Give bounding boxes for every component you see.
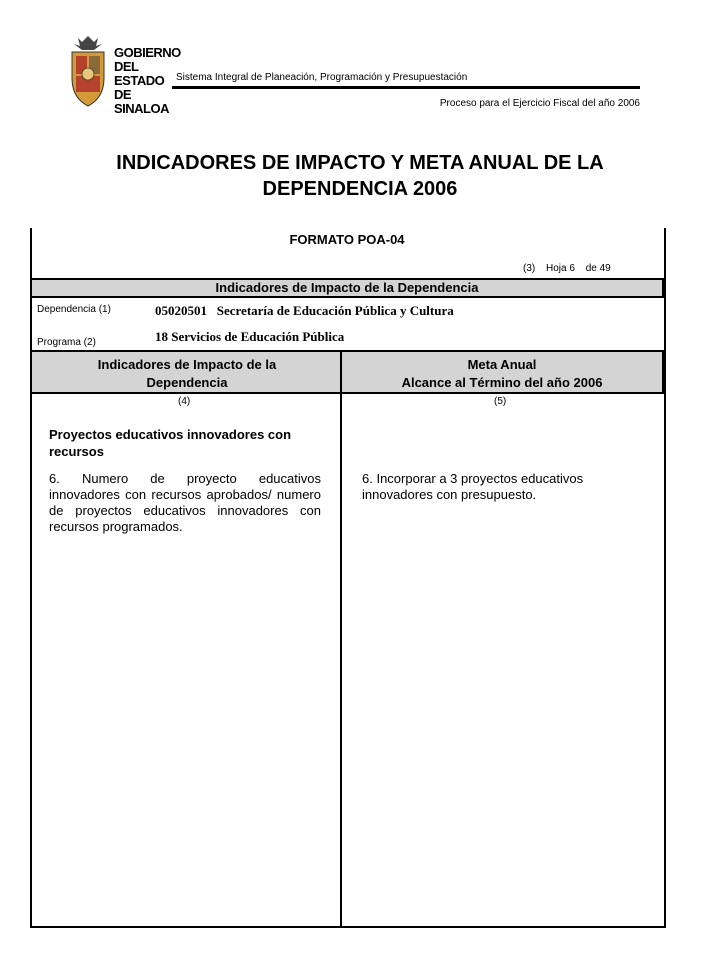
section-title: Indicadores de Impacto de la Dependencia <box>215 280 479 295</box>
dependencia-label: Dependencia (1) <box>37 304 111 315</box>
process-label: Proceso para el Ejercicio Fiscal del año 2006 <box>439 98 640 109</box>
right-header-line-2: Alcance al Término del año 2006 <box>401 375 603 390</box>
logo-line-1: GOBIERNO <box>114 45 181 60</box>
dependencia-value: 05020501 Secretaría de Educación Pública y Cultura <box>155 303 454 318</box>
right-column-number: (5) <box>494 396 507 407</box>
hoja-ref: (3) <box>523 263 536 274</box>
left-header-line-2: Dependencia <box>146 375 228 390</box>
page-title <box>50 150 670 202</box>
programa-value: 18 Servicios de Educación Pública <box>155 329 345 344</box>
hoja-label: Hoja <box>546 263 567 274</box>
column-header-band <box>30 350 664 394</box>
left-header-line-1: Indicadores de Impacto de la <box>97 357 277 372</box>
sinaloa-logo <box>68 34 181 116</box>
title-line-2: DEPENDENCIA 2006 <box>262 178 458 200</box>
formato-label: FORMATO POA-04 <box>289 232 405 247</box>
form-frame <box>30 228 666 928</box>
logo-line-3: DE SINALOA <box>114 87 169 116</box>
right-column-header <box>342 356 662 392</box>
system-name: Sistema Integral de Planeación, Programación y Presupuestación <box>176 72 468 83</box>
right-header-line-1: Meta Anual <box>467 357 537 372</box>
hoja-num: 6 <box>569 263 575 274</box>
meta-text: 6. Incorporar a 3 proyectos educativos innovadores con presupuesto. <box>362 471 584 502</box>
hoja-total: 49 <box>599 263 611 274</box>
indicator-text: 6. Numero de proyecto educativos innovadores con recursos aprobados/ numero de proyectos educativos innovadores con recursos programados. <box>49 471 321 534</box>
left-column-header <box>32 356 342 392</box>
programa-label: Programa (2) <box>37 337 96 348</box>
column-divider <box>340 394 342 926</box>
logo-line-2: DEL ESTADO <box>114 59 165 88</box>
left-column-number: (4) <box>178 396 191 407</box>
title-line-1: INDICADORES DE IMPACTO Y META ANUAL DE LA <box>116 152 604 174</box>
de-label: de <box>585 263 597 274</box>
page-counter <box>523 263 611 274</box>
header-rule <box>172 86 640 89</box>
indicator-heading: Proyectos educativos innovadores con recursos <box>49 427 292 459</box>
section-title-band <box>30 278 664 298</box>
